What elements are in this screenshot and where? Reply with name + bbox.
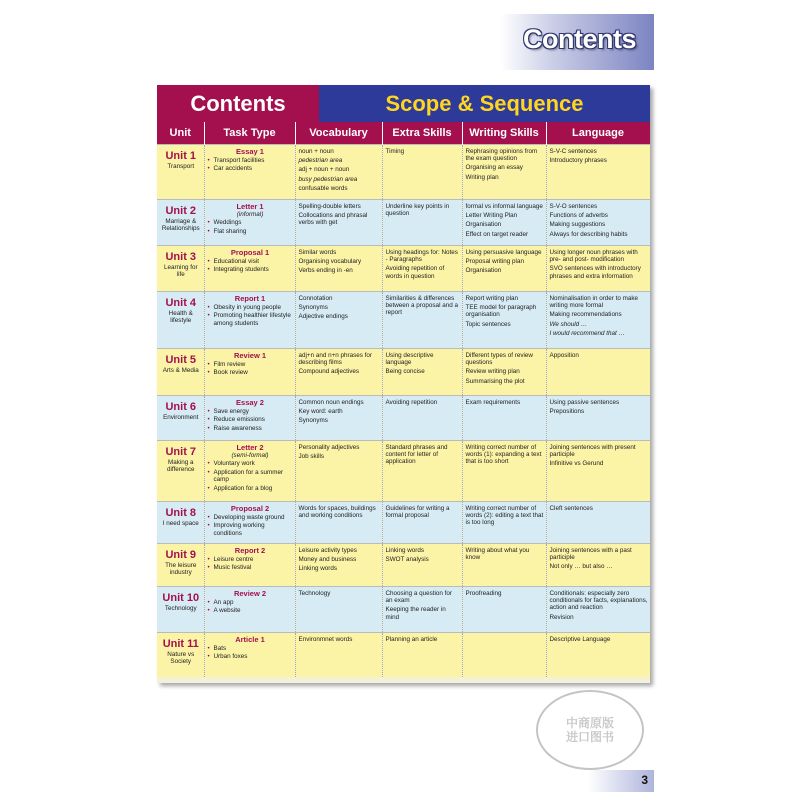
- language-cell: [546, 586, 650, 632]
- task-subtitle: (semi-formal): [231, 452, 269, 459]
- language-item: Using passive sentences: [549, 398, 620, 406]
- extra-skills-cell: [382, 395, 462, 440]
- language-item: Always for describing habits: [549, 230, 628, 238]
- vocabulary-item: Synonyms: [298, 303, 328, 311]
- banner-title: Contents: [523, 24, 636, 54]
- task-cell: [204, 440, 295, 501]
- unit-number: Unit 10: [162, 591, 200, 604]
- vocabulary-item: Linking words: [298, 565, 338, 573]
- writing-skills-item: Proofreading: [465, 589, 502, 597]
- table-row: [157, 632, 650, 677]
- language-item: Making suggestions: [549, 221, 606, 229]
- writing-skills-item: Review writing plan: [465, 368, 520, 376]
- vocabulary-item: Leisure activity types: [298, 546, 357, 554]
- task-cell: [204, 245, 295, 291]
- language-cell: [546, 348, 650, 395]
- unit-cell: [157, 543, 204, 586]
- language-cell: [546, 440, 650, 501]
- scope-table: [157, 122, 650, 677]
- extra-skills-cell: [382, 586, 462, 632]
- language-item: Using longer noun phrases with pre- and post- modification: [549, 248, 638, 263]
- task-title: Essay 2: [236, 397, 264, 407]
- unit-cell: [157, 632, 204, 677]
- task-bullet: • An app: [208, 599, 293, 606]
- column-header-row: [157, 122, 650, 144]
- contents-heading: Contents: [190, 90, 286, 116]
- task-title: Essay 1: [236, 146, 264, 156]
- col-extra-skills: Extra Skills: [382, 122, 462, 144]
- writing-skills-cell: [462, 291, 546, 348]
- task-title: Report 1: [234, 293, 266, 303]
- task-bullet: • Improving working conditions: [208, 522, 293, 537]
- extra-skills-item: SWOT analysis: [385, 555, 429, 563]
- writing-skills-item: Proposal writing plan: [465, 257, 524, 265]
- language-cell: [546, 395, 650, 440]
- extra-skills-cell: [382, 543, 462, 586]
- col-writing-skills: Writing Skills: [462, 122, 546, 144]
- language-item: Revision: [549, 613, 574, 621]
- vocabulary-item: Adjective endings: [298, 313, 348, 321]
- contents-heading-box: [157, 85, 319, 122]
- language-item: Conditionals: especially zero conditionals for facts, explanations, action and reaction: [549, 589, 648, 612]
- language-item: Cleft sentences: [549, 504, 593, 512]
- task-cell: [204, 291, 295, 348]
- writing-skills-cell: [462, 245, 546, 291]
- task-bullet: • Developing waste ground: [208, 514, 293, 521]
- extra-skills-cell: [382, 144, 462, 199]
- task-cell: [204, 395, 295, 440]
- writing-skills-cell: [462, 543, 546, 586]
- vocabulary-item: Synonyms: [298, 417, 328, 425]
- unit-cell: [157, 440, 204, 501]
- vocabulary-cell: [295, 440, 382, 501]
- unit-number: Unit 1: [165, 149, 197, 162]
- task-bullet: • Application for a blog: [208, 485, 293, 492]
- vocabulary-item: Key word: earth: [298, 407, 343, 415]
- writing-skills-item: Writing correct number of words (1): expanding a text that is too short: [465, 443, 542, 466]
- vocabulary-item: Verbs ending in -en: [298, 267, 353, 275]
- task-cell: [204, 543, 295, 586]
- writing-skills-item: Organisation: [465, 267, 502, 275]
- unit-number: Unit 3: [165, 250, 197, 263]
- vocabulary-item: pedestrian area: [298, 156, 343, 164]
- language-item: Introductory phrases: [549, 156, 607, 164]
- unit-topic: Making a difference: [166, 458, 195, 473]
- language-cell: [546, 245, 650, 291]
- table-row: [157, 395, 650, 440]
- task-bullet: • Raise awareness: [208, 425, 293, 432]
- task-title: Review 1: [233, 350, 267, 360]
- table-row: [157, 291, 650, 348]
- task-bullet: • Obesity in young people: [208, 304, 293, 311]
- language-cell: [546, 632, 650, 677]
- extra-skills-item: Guidelines for writing a formal proposal: [385, 504, 450, 519]
- task-title: Letter 2: [236, 442, 264, 452]
- vocabulary-item: Common noun endings: [298, 398, 364, 406]
- unit-cell: [157, 245, 204, 291]
- extra-skills-item: Being concise: [385, 368, 425, 376]
- vocabulary-cell: [295, 291, 382, 348]
- writing-skills-cell: [462, 501, 546, 543]
- task-bullet: • Car accidents: [208, 165, 293, 172]
- vocabulary-item: Organising vocabulary: [298, 257, 362, 265]
- unit-topic: I need space: [162, 519, 199, 527]
- writing-skills-item: Using persuasive language: [465, 248, 542, 256]
- extra-skills-item: Planning an article: [385, 635, 438, 643]
- unit-cell: [157, 291, 204, 348]
- vocabulary-cell: [295, 501, 382, 543]
- task-title: Letter 1: [236, 201, 264, 211]
- table-row: [157, 543, 650, 586]
- vocabulary-cell: [295, 395, 382, 440]
- vocabulary-item: Job skills: [298, 452, 325, 460]
- stamp: [536, 690, 644, 770]
- extra-skills-cell: [382, 632, 462, 677]
- task-title: Review 2: [233, 588, 267, 598]
- unit-cell: [157, 348, 204, 395]
- unit-topic: The leisure industry: [165, 561, 197, 576]
- language-item: Apposition: [549, 351, 579, 359]
- vocabulary-item: Spelling-double letters: [298, 202, 361, 210]
- unit-topic: Arts & Media: [162, 366, 199, 374]
- writing-skills-item: TEE model for paragraph organisation: [465, 303, 537, 319]
- task-cell: [204, 199, 295, 245]
- vocabulary-cell: [295, 586, 382, 632]
- writing-skills-item: Report writing plan: [465, 294, 518, 302]
- writing-skills-item: Summarising the plot: [465, 377, 525, 385]
- task-bullet: • Voluntary work: [208, 460, 293, 467]
- task-bullet: • Flat sharing: [208, 228, 293, 235]
- unit-number: Unit 6: [165, 400, 197, 413]
- language-item: S-V-O sentences: [549, 202, 598, 210]
- table-row: [157, 586, 650, 632]
- task-cell: [204, 348, 295, 395]
- language-cell: [546, 501, 650, 543]
- extra-skills-cell: [382, 199, 462, 245]
- writing-skills-item: formal vs informal language: [465, 202, 543, 210]
- writing-skills-cell: [462, 586, 546, 632]
- language-item: Infinitive vs Gerund: [549, 460, 604, 468]
- vocabulary-item: Technology: [298, 589, 331, 597]
- extra-skills-item: Standard phrases and content for letter of application: [385, 443, 448, 466]
- task-title: Report 2: [234, 545, 266, 555]
- scope-heading-box: [319, 85, 650, 122]
- vocabulary-item: Words for spaces, buildings and working conditions: [298, 504, 376, 519]
- writing-skills-item: Writing correct number of words (2): editing a text that is too long: [465, 504, 544, 527]
- vocabulary-cell: [295, 348, 382, 395]
- extra-skills-cell: [382, 291, 462, 348]
- task-title: Proposal 1: [230, 247, 270, 257]
- vocabulary-cell: [295, 632, 382, 677]
- writing-skills-item: Organisation: [465, 221, 502, 229]
- language-item: SVO sentences with introductory phrases and extra information: [549, 265, 641, 280]
- unit-cell: [157, 395, 204, 440]
- writing-skills-cell: [462, 199, 546, 245]
- table-row: [157, 348, 650, 395]
- top-banner: [500, 14, 654, 70]
- extra-skills-cell: [382, 245, 462, 291]
- writing-skills-item: Topic sentences: [465, 320, 511, 328]
- vocabulary-item: adj+n and n+n phrases for describing films: [298, 351, 373, 366]
- vocabulary-cell: [295, 543, 382, 586]
- unit-number: Unit 4: [165, 296, 197, 309]
- vocabulary-item: Connotation: [298, 294, 333, 302]
- unit-topic: Health & lifestyle: [168, 309, 193, 324]
- table-row: [157, 501, 650, 543]
- writing-skills-item: Letter Writing Plan: [465, 211, 518, 219]
- col-vocabulary: Vocabulary: [295, 122, 382, 144]
- col-task-type: Task Type: [204, 122, 295, 144]
- task-bullet: • Leisure centre: [208, 556, 293, 563]
- language-item: Joining sentences with a past participle: [549, 546, 632, 561]
- language-item: Not only … but also …: [549, 563, 613, 571]
- extra-skills-item: Avoiding repetition of words in question: [385, 265, 445, 280]
- vocabulary-item: Personality adjectives: [298, 443, 360, 451]
- task-bullet: • Book review: [208, 369, 293, 376]
- writing-skills-cell: [462, 395, 546, 440]
- extra-skills-item: Using headings for: Notes - Paragraphs: [385, 248, 458, 263]
- task-title: Proposal 2: [230, 503, 270, 513]
- language-item: Joining sentences with present participle: [549, 443, 636, 458]
- unit-number: Unit 7: [165, 445, 197, 458]
- task-bullet: • Transport facilities: [208, 157, 293, 164]
- writing-skills-cell: [462, 348, 546, 395]
- unit-cell: [157, 501, 204, 543]
- unit-number: Unit 5: [165, 353, 197, 366]
- task-bullet: • Promoting healthier lifestyle among students: [208, 312, 293, 327]
- language-cell: [546, 144, 650, 199]
- language-item: Making recommendations: [549, 311, 622, 319]
- vocabulary-item: Environmnet words: [298, 635, 353, 643]
- writing-skills-item: Rephrasing opinions from the exam question: [465, 147, 538, 162]
- unit-topic: Learning for life: [163, 263, 198, 278]
- task-cell: [204, 632, 295, 677]
- extra-skills-item: Timing: [385, 147, 405, 155]
- task-bullet: • Bats: [208, 645, 293, 652]
- task-bullet: • Weddings: [208, 219, 293, 226]
- writing-skills-cell: [462, 144, 546, 199]
- unit-topic: Nature vs Society: [167, 650, 195, 665]
- unit-number: Unit 2: [165, 204, 197, 217]
- writing-skills-item: Writing plan: [465, 173, 499, 181]
- extra-skills-item: Underline key points in question: [385, 202, 450, 217]
- table-row: [157, 440, 650, 501]
- page-number-box: [588, 770, 654, 792]
- language-item: Nominalisation in order to make writing more formal: [549, 294, 639, 309]
- table-row: [157, 245, 650, 291]
- unit-cell: [157, 586, 204, 632]
- unit-topic: Technology: [164, 604, 197, 612]
- unit-topic: Marriage & Relationships: [161, 217, 200, 232]
- table-row: [157, 144, 650, 199]
- writing-skills-item: Effect on target reader: [465, 230, 529, 238]
- language-cell: [546, 543, 650, 586]
- stamp-text: 中商原版 进口图书: [565, 716, 614, 744]
- writing-skills-cell: [462, 632, 546, 677]
- task-subtitle: (informal): [236, 211, 264, 218]
- unit-topic: Environment: [163, 413, 199, 421]
- extra-skills-cell: [382, 501, 462, 543]
- extra-skills-item: Keeping the reader in mind: [385, 606, 446, 621]
- vocabulary-item: Similar words: [298, 248, 337, 256]
- task-bullet: • Film review: [208, 361, 293, 368]
- unit-number: Unit 11: [162, 637, 199, 650]
- extra-skills-item: Using descriptive language: [385, 351, 434, 366]
- task-title: Article 1: [235, 634, 265, 644]
- task-cell: [204, 144, 295, 199]
- unit-topic: Transport: [167, 162, 195, 170]
- vocabulary-cell: [295, 144, 382, 199]
- task-bullet: • Reduce emissions: [208, 416, 293, 423]
- unit-cell: [157, 144, 204, 199]
- writing-skills-item: Exam requirements: [465, 398, 521, 406]
- task-cell: [204, 501, 295, 543]
- col-unit: Unit: [157, 122, 204, 144]
- unit-cell: [157, 199, 204, 245]
- vocabulary-item: Collocations and phrasal verbs with get: [298, 211, 368, 227]
- contents-sheet: [157, 85, 650, 683]
- writing-skills-cell: [462, 440, 546, 501]
- extra-skills-item: Avoiding repetition: [385, 398, 438, 406]
- vocabulary-item: confusable words: [298, 185, 348, 193]
- task-cell: [204, 586, 295, 632]
- language-item: Functions of adverbs: [549, 211, 608, 219]
- col-language: Language: [546, 122, 650, 144]
- vocabulary-item: noun + noun: [298, 147, 334, 155]
- writing-skills-item: Different types of review questions: [465, 351, 533, 366]
- extra-skills-item: Similarities & differences between a proposal and a report: [385, 294, 458, 317]
- table-row: [157, 199, 650, 245]
- vocabulary-cell: [295, 199, 382, 245]
- task-bullet: • A website: [208, 607, 293, 614]
- language-item: We should …: [549, 320, 588, 328]
- task-bullet: • Urban foxes: [208, 653, 293, 660]
- language-item: I would recommend that …: [549, 330, 625, 338]
- vocabulary-item: Compound adjectives: [298, 368, 360, 376]
- unit-number: Unit 8: [165, 506, 197, 519]
- page-number: 3: [641, 773, 648, 787]
- title-bar: [157, 85, 650, 122]
- vocabulary-item: busy pedestrian area: [298, 175, 358, 183]
- language-item: S-V-C sentences: [549, 147, 597, 155]
- extra-skills-item: Linking words: [385, 546, 425, 554]
- scope-heading: Scope & Sequence: [385, 90, 584, 116]
- vocabulary-item: adj + noun + noun: [298, 166, 350, 174]
- language-cell: [546, 291, 650, 348]
- language-cell: [546, 199, 650, 245]
- vocabulary-cell: [295, 245, 382, 291]
- task-bullet: • Educational visit: [208, 258, 293, 265]
- writing-skills-item: Organising an essay: [465, 164, 523, 172]
- language-item: Descriptive Language: [549, 635, 611, 643]
- extra-skills-cell: [382, 440, 462, 501]
- vocabulary-item: Money and business: [298, 555, 357, 563]
- task-bullet: • Music festival: [208, 564, 293, 571]
- task-bullet: • Save energy: [208, 408, 293, 415]
- task-bullet: • Application for a summer camp: [208, 469, 293, 484]
- language-item: Prepositions: [549, 407, 585, 415]
- writing-skills-item: Writing about what you know: [465, 546, 530, 561]
- extra-skills-item: Choosing a question for an exam: [385, 589, 453, 604]
- unit-number: Unit 9: [165, 548, 197, 561]
- extra-skills-cell: [382, 348, 462, 395]
- task-bullet: • Integrating students: [208, 266, 293, 273]
